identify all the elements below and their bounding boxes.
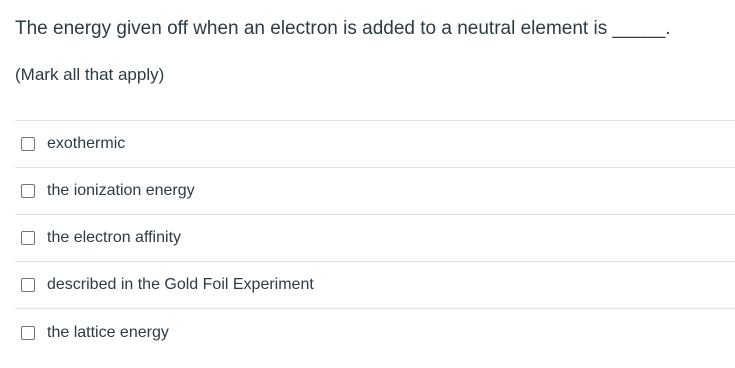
answer-label: the ionization energy [47, 182, 195, 199]
checkbox-icon[interactable] [21, 137, 35, 151]
answer-option[interactable] [15, 121, 735, 168]
answer-option[interactable] [15, 168, 735, 215]
answer-option[interactable] [15, 262, 735, 309]
answer-option[interactable] [15, 309, 735, 356]
answer-label: the lattice energy [47, 323, 169, 341]
checkbox-icon[interactable] [21, 184, 35, 198]
answer-option[interactable] [15, 215, 735, 262]
checkbox-icon[interactable] [21, 231, 35, 245]
checkbox-icon[interactable] [21, 278, 35, 292]
checkbox-icon[interactable] [21, 326, 35, 340]
answer-label: described in the Gold Foil Experiment [47, 276, 314, 293]
answer-label: the electron affinity [47, 229, 182, 246]
question-text: The energy given off when an electron is added to a neutral element is _____. [15, 18, 671, 39]
question-instruction: (Mark all that apply) [15, 65, 165, 84]
answer-list [15, 120, 735, 356]
answer-label: exothermic [47, 135, 126, 152]
